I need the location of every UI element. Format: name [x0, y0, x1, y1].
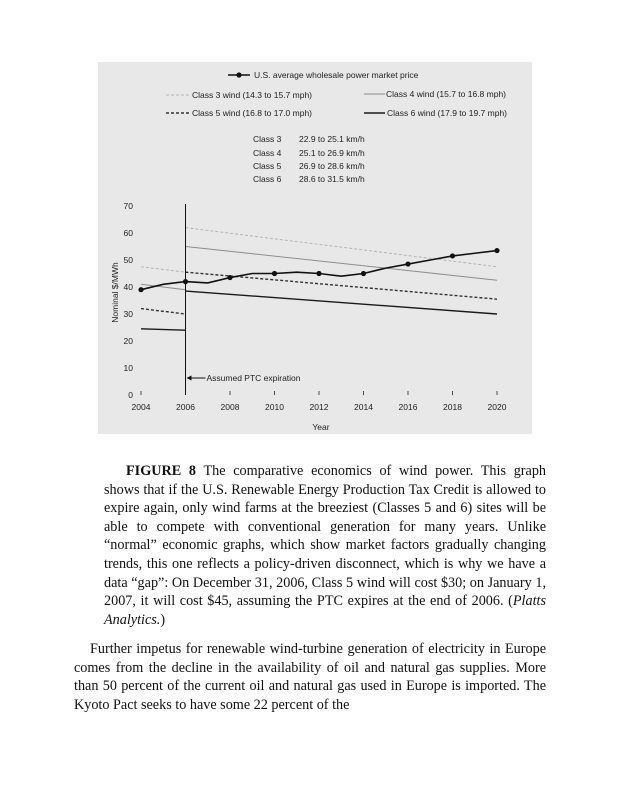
wind-class-range: 26.9 to 28.6 km/h: [299, 161, 365, 171]
y-axis-title: Nominal $/MWh: [110, 262, 120, 323]
legend-market-marker: [236, 72, 241, 77]
wind-class-name: Class 5: [253, 161, 282, 171]
series-class6-line: [141, 329, 186, 330]
x-tick-label: 2006: [176, 402, 195, 412]
series-market-point: [405, 261, 410, 266]
x-tick-label: 2010: [265, 402, 284, 412]
x-tick-label: 2008: [220, 402, 240, 412]
x-tick-label: 2012: [309, 402, 329, 412]
x-tick-label: 2016: [398, 402, 418, 412]
wind-class-range: 28.6 to 31.5 km/h: [299, 174, 365, 184]
wind-class-name: Class 3: [253, 134, 282, 144]
y-tick-label: 60: [123, 228, 133, 238]
wind-class-range: 25.1 to 26.9 km/h: [299, 148, 365, 158]
series-market-point: [227, 275, 232, 280]
y-axis: [124, 201, 134, 400]
legend-class6-label: Class 6 wind (17.9 to 19.7 mph): [387, 108, 508, 118]
x-axis: [132, 391, 507, 412]
series-market-point: [450, 253, 455, 258]
figure: [98, 62, 532, 434]
wind-class-table: [253, 134, 365, 184]
chart: [98, 62, 532, 434]
wind-class-name: Class 6: [253, 174, 282, 184]
body-paragraph: Further impetus for renewable wind-turbine generation of electricity in Europe comes from the decline in the availability of oil and natural gas supplies. More than 50 percent of the current oil and natural gas used in Europe is imported. The Kyoto Pact seeks to have some 22 percent of the: [74, 641, 546, 713]
series-class3-line: [186, 228, 498, 267]
series-market-point: [361, 271, 366, 276]
x-tick-label: 2004: [131, 402, 151, 412]
series-market-point: [138, 287, 143, 292]
legend-class4-label: Class 4 wind (15.7 to 16.8 mph): [386, 89, 507, 99]
y-tick-label: 10: [123, 363, 133, 373]
caption-close: ): [160, 611, 166, 628]
x-tick-label: 2018: [443, 402, 462, 412]
series-class5-line: [141, 309, 186, 314]
series-market-point: [272, 271, 277, 276]
series-market-point: [316, 271, 321, 276]
x-tick-label: 2020: [487, 402, 507, 412]
x-axis-title: Year: [312, 422, 330, 432]
ptc-annotation-label: Assumed PTC expiration: [206, 373, 301, 383]
caption-text: The comparative economics of wind power. This graph shows that if the U.S. Renewable Energy Production Tax Credit is allowed to expire again, only wind farms at the breeziest (Classes 5 and 6) sites will be able to compete with conventional generation for many years. Unlike “normal” economic graphs, which show market factors gradually changing trends, this one reflects a policy-driven disconnect, which is why we have a data “gap”: On December 31, 2006, Class 5 wind will cost $30; on January 1, 2007, it will cost $45, assuming the PTC expires at the end of 2006. (: [104, 463, 547, 610]
y-tick-label: 20: [123, 336, 133, 346]
y-tick-label: 40: [123, 282, 133, 292]
x-tick-label: 2014: [354, 402, 373, 412]
y-tick-label: 0: [128, 390, 133, 400]
series-class4-line: [186, 247, 498, 281]
legend-class3-label: Class 3 wind (14.3 to 15.7 mph): [192, 90, 313, 100]
ptc-annotation: [187, 373, 301, 383]
series-class3-line: [141, 267, 186, 272]
legend-class5-label: Class 5 wind (16.8 to 17.0 mph): [192, 108, 313, 118]
series-market-point: [494, 248, 499, 253]
legend: [166, 70, 507, 118]
ptc-arrowhead: [187, 376, 192, 381]
legend-market-label: U.S. average wholesale power market price: [254, 70, 419, 80]
figure-label: FIGURE 8: [126, 463, 196, 479]
series-layer: [138, 228, 499, 331]
series-market-line: [141, 251, 497, 290]
y-tick-label: 50: [123, 255, 133, 265]
wind-class-name: Class 4: [253, 148, 282, 158]
y-tick-label: 30: [123, 309, 133, 319]
caption-source: Platts Analytics.: [104, 593, 546, 628]
y-tick-label: 70: [123, 201, 133, 211]
wind-class-range: 22.9 to 25.1 km/h: [299, 134, 365, 144]
figure-caption: [104, 462, 546, 629]
